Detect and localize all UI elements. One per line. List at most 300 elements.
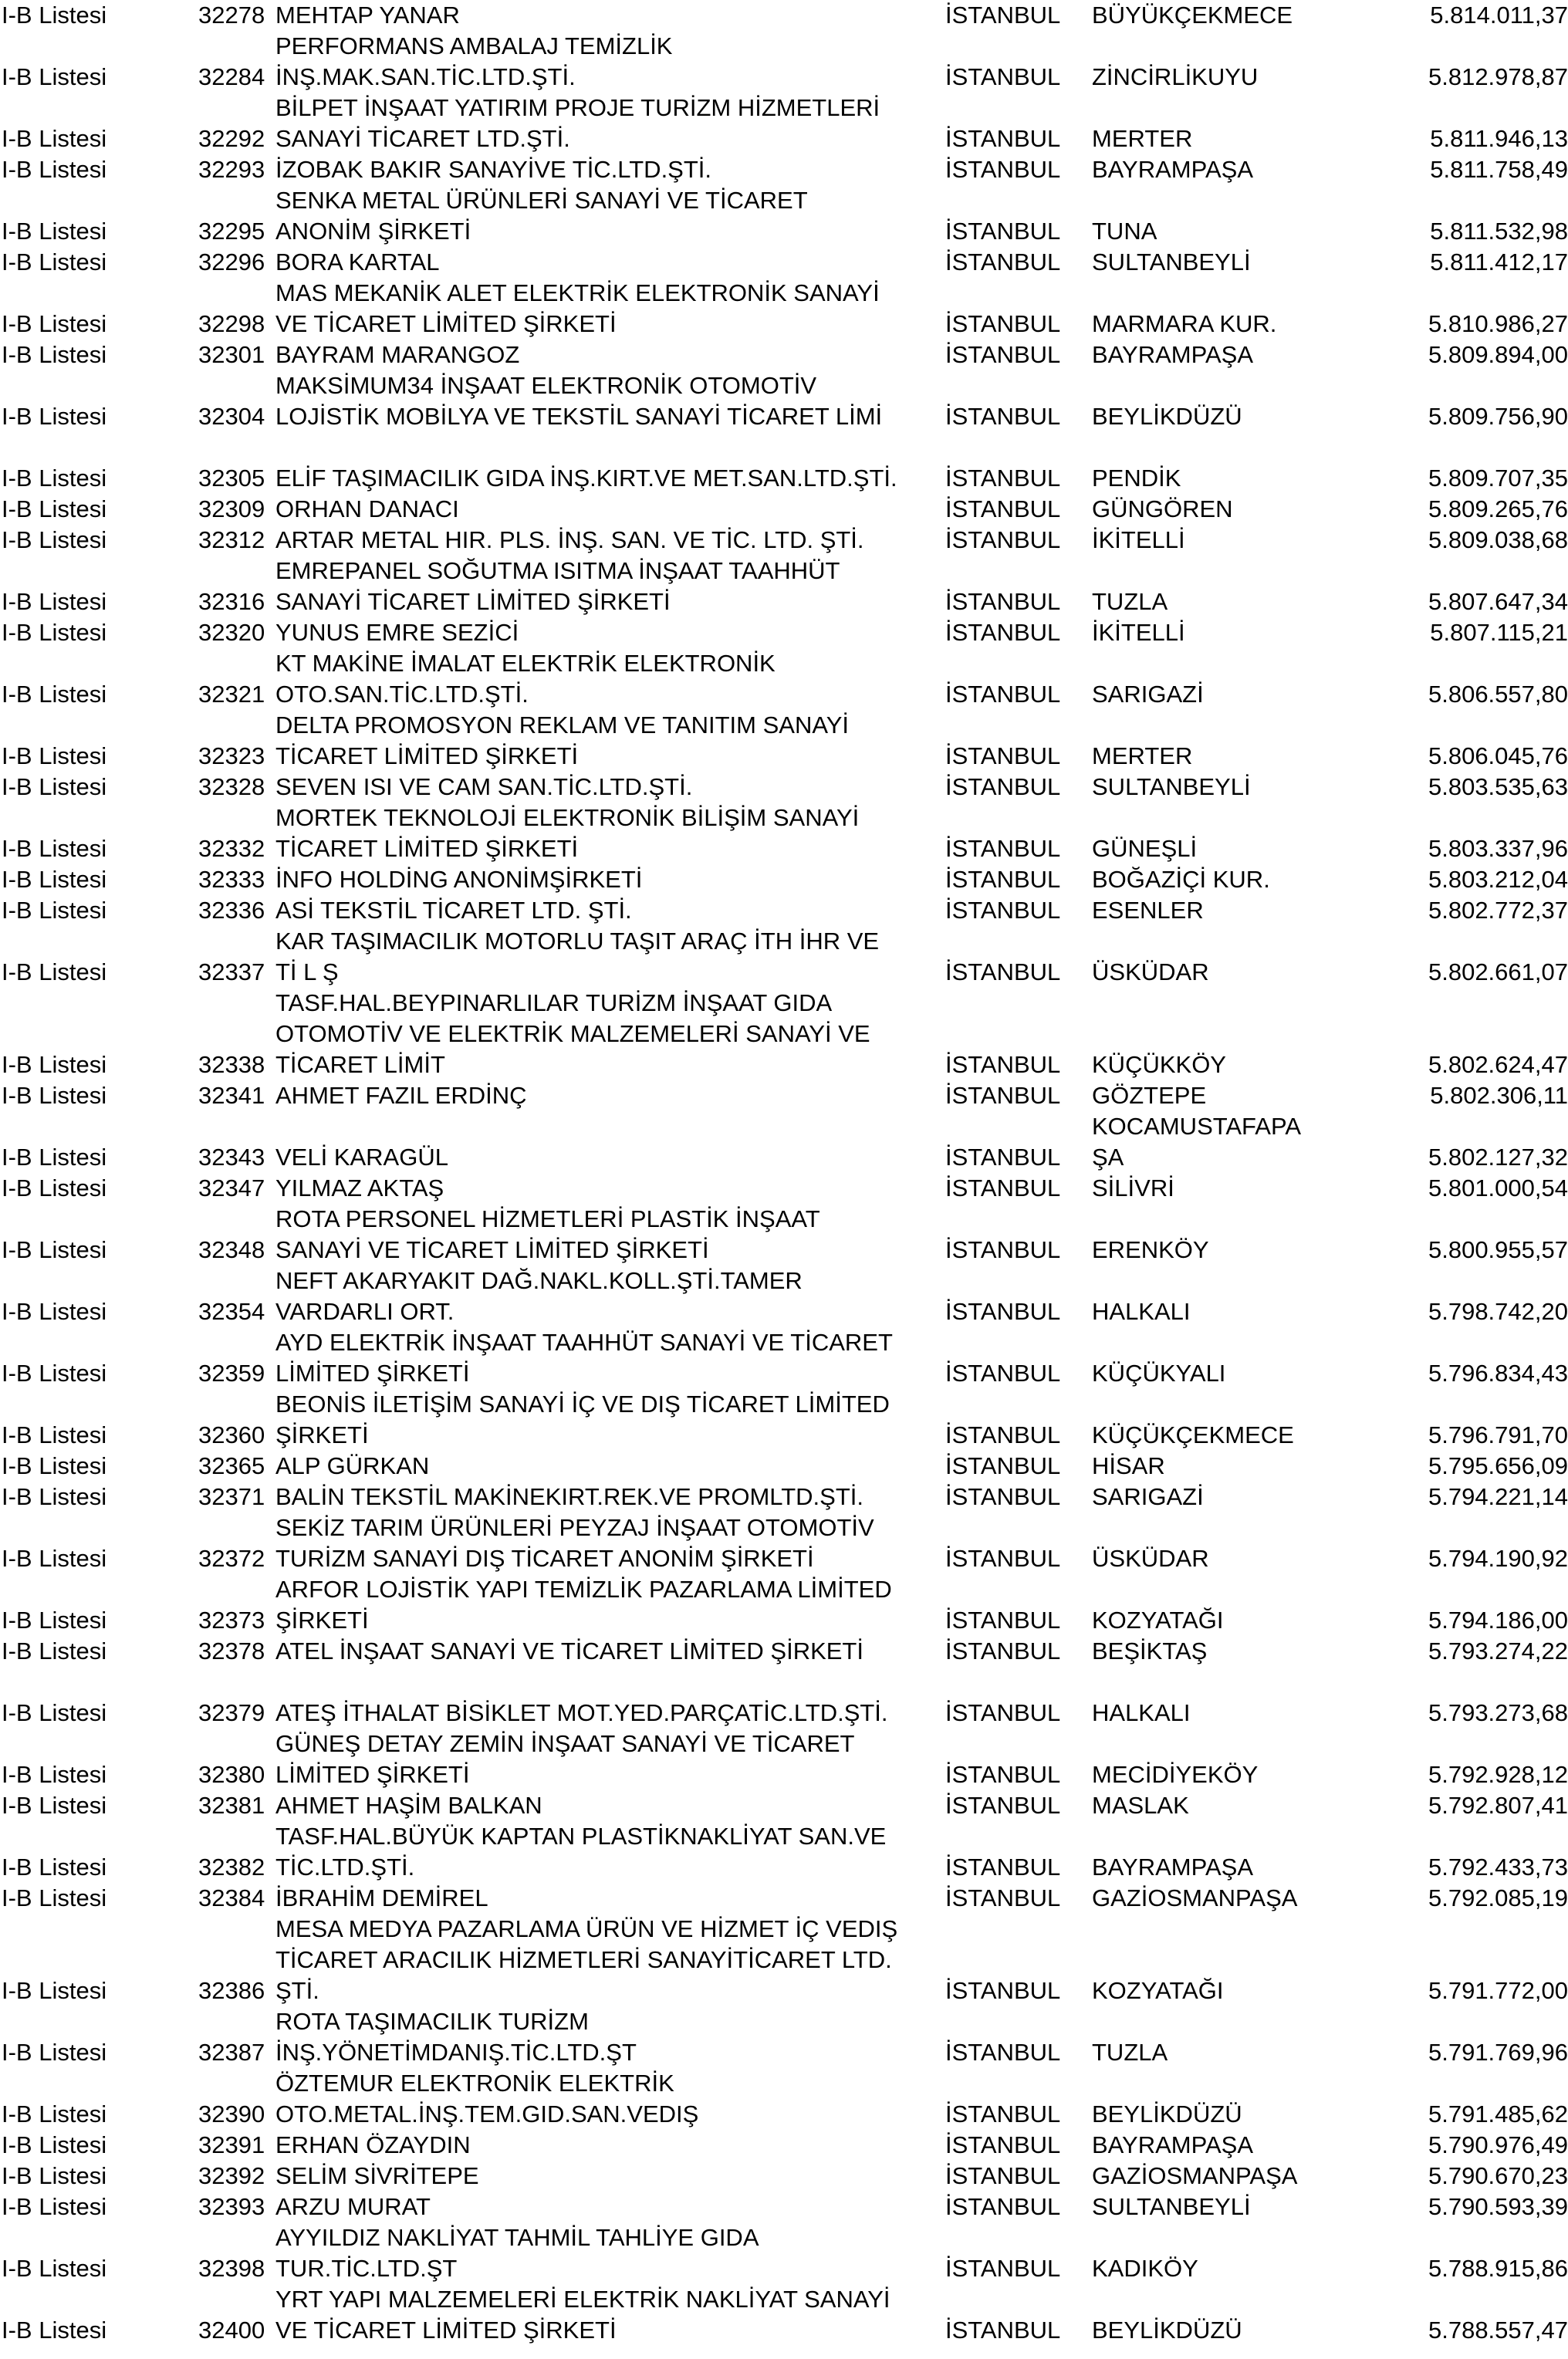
company-name-cell (275, 1574, 945, 1636)
amount-cell: 5.802.306,11 (1430, 1082, 1568, 1109)
city-cell: İSTANBUL (945, 2255, 1061, 2282)
company-name-line: YRT YAPI MALZEMELERİ ELEKTRİK NAKLİYAT SANAYİ (275, 2286, 890, 2313)
list-type-cell: I-B Listesi (2, 125, 107, 152)
amount-cell: 5.809.894,00 (1428, 341, 1568, 368)
company-name-line: YUNUS EMRE SEZİCİ (275, 619, 519, 646)
record-number-cell: 32384 (198, 1884, 265, 1911)
company-name-line: VE TİCARET LİMİTED ŞİRKETİ (275, 310, 617, 337)
company-name-line: AHMET FAZIL ERDİNÇ (275, 1082, 527, 1109)
district-line: ZİNCİRLİKUYU (1092, 63, 1259, 90)
company-name-line: TUR.TİC.LTD.ŞT (275, 2255, 458, 2282)
record-number-cell: 32379 (198, 1699, 265, 1726)
district-line: ÜSKÜDAR (1092, 1545, 1209, 1572)
district-cell (1092, 1482, 1424, 1512)
company-name-cell (275, 1266, 945, 1327)
record-number-cell: 32359 (198, 1360, 265, 1387)
table-row (0, 1821, 1568, 1883)
amount-cell: 5.791.769,96 (1428, 2039, 1568, 2066)
company-name-line: ALP GÜRKAN (275, 1452, 430, 1479)
table-row (0, 2161, 1568, 2192)
district-line: GAZİOSMANPAŞA (1092, 2162, 1298, 2189)
company-name-line: LİMİTED ŞİRKETİ (275, 1360, 470, 1387)
list-type-cell: I-B Listesi (2, 958, 107, 985)
district-line: SARIGAZİ (1092, 681, 1204, 708)
list-type-cell: I-B Listesi (2, 681, 107, 708)
amount-cell: 5.803.535,63 (1428, 773, 1568, 800)
amount-cell: 5.803.337,96 (1428, 835, 1568, 862)
list-type-cell: I-B Listesi (2, 742, 107, 769)
list-type-cell: I-B Listesi (2, 248, 107, 275)
table-row (0, 1080, 1568, 1111)
district-line: HİSAR (1092, 1452, 1165, 1479)
company-name-cell (275, 617, 945, 648)
city-cell: İSTANBUL (945, 1236, 1061, 1263)
record-number-cell: 32365 (198, 1452, 265, 1479)
record-number-cell: 32305 (198, 465, 265, 492)
city-cell: İSTANBUL (945, 1699, 1061, 1726)
district-line: SARIGAZİ (1092, 1483, 1204, 1510)
amount-cell: 5.793.274,22 (1428, 1637, 1568, 1664)
district-cell (1092, 864, 1424, 895)
list-type-cell: I-B Listesi (2, 1699, 107, 1726)
row-spacer (0, 1667, 1568, 1698)
city-cell: İSTANBUL (945, 2162, 1061, 2189)
district-cell (1092, 2192, 1424, 2222)
amount-cell: 5.800.955,57 (1428, 1236, 1568, 1263)
district-line: PENDİK (1092, 465, 1181, 492)
company-name-line: LİMİTED ŞİRKETİ (275, 1761, 470, 1788)
company-name-line: SEVEN ISI VE CAM SAN.TİC.LTD.ŞTİ. (275, 773, 693, 800)
district-line: BEYLİKDÜZÜ (1092, 403, 1242, 430)
amount-cell: 5.791.772,00 (1428, 1977, 1568, 2004)
district-cell (1092, 617, 1424, 648)
record-number-cell: 32387 (198, 2039, 265, 2066)
district-cell (1092, 154, 1424, 185)
table-row (0, 617, 1568, 648)
city-cell: İSTANBUL (945, 1607, 1061, 1634)
district-line: KOCAMUSTAFAPA (1092, 1113, 1302, 1140)
company-name-cell (275, 1204, 945, 1266)
record-number-cell: 32332 (198, 835, 265, 862)
district-cell (1092, 1543, 1424, 1574)
company-name-line: PERFORMANS AMBALAJ TEMİZLİK (275, 32, 673, 59)
list-type-cell: I-B Listesi (2, 403, 107, 430)
list-type-cell: I-B Listesi (2, 1236, 107, 1263)
list-type-cell: I-B Listesi (2, 1360, 107, 1387)
district-line: ERENKÖY (1092, 1236, 1209, 1263)
city-cell: İSTANBUL (945, 2100, 1061, 2127)
amount-cell: 5.801.000,54 (1428, 1174, 1568, 1201)
district-cell (1092, 1790, 1424, 1821)
district-cell (1092, 1883, 1424, 1914)
company-name-line: ARTAR METAL HIR. PLS. İNŞ. SAN. VE TİC. LTD. ŞTİ. (275, 526, 864, 553)
district-line: BAYRAMPAŞA (1092, 2131, 1254, 2158)
city-cell: İSTANBUL (945, 1483, 1061, 1510)
company-name-cell (275, 2068, 945, 2130)
table-row (0, 1512, 1568, 1574)
amount-cell: 5.802.772,37 (1428, 897, 1568, 924)
record-number-cell: 32381 (198, 1792, 265, 1819)
district-cell (1092, 1080, 1424, 1111)
company-name-line: ERHAN ÖZAYDIN (275, 2131, 471, 2158)
district-cell (1092, 1852, 1424, 1883)
table-row (0, 1204, 1568, 1266)
list-type-cell: I-B Listesi (2, 1298, 107, 1325)
city-cell: İSTANBUL (945, 403, 1061, 430)
list-type-cell: I-B Listesi (2, 1483, 107, 1510)
district-cell (1092, 1451, 1424, 1482)
district-line: KADIKÖY (1092, 2255, 1198, 2282)
district-line: KÜÇÜKKÖY (1092, 1051, 1226, 1078)
list-type-cell: I-B Listesi (2, 2131, 107, 2158)
record-number-cell: 32386 (198, 1977, 265, 2004)
district-line: MASLAK (1092, 1792, 1189, 1819)
table-row (0, 340, 1568, 370)
district-cell (1092, 401, 1424, 432)
list-type-cell: I-B Listesi (2, 1761, 107, 1788)
amount-cell: 5.790.593,39 (1428, 2193, 1568, 2220)
city-cell: İSTANBUL (945, 63, 1061, 90)
table-row (0, 1451, 1568, 1482)
record-number-cell: 32380 (198, 1761, 265, 1788)
district-cell (1092, 463, 1424, 494)
city-cell: İSTANBUL (945, 1421, 1061, 1448)
company-name-line: İBRAHİM DEMİREL (275, 1884, 488, 1911)
city-cell: İSTANBUL (945, 526, 1061, 553)
amount-cell: 5.802.624,47 (1428, 1051, 1568, 1078)
table-row (0, 2006, 1568, 2068)
city-cell: İSTANBUL (945, 1360, 1061, 1387)
district-cell (1092, 1759, 1424, 1790)
list-type-cell: I-B Listesi (2, 526, 107, 553)
district-line: GAZİOSMANPAŞA (1092, 1884, 1298, 1911)
record-number-cell: 32333 (198, 866, 265, 893)
company-name-cell (275, 525, 945, 556)
company-name-line: SENKA METAL ÜRÜNLERİ SANAYİ VE TİCARET (275, 187, 808, 214)
company-name-cell (275, 278, 945, 340)
district-line: KOZYATAĞI (1092, 1607, 1224, 1634)
district-line: HALKALI (1092, 1699, 1191, 1726)
city-cell: İSTANBUL (945, 1637, 1061, 1664)
company-name-line: TİCARET LİMİT (275, 1051, 445, 1078)
company-name-cell (275, 1512, 945, 1574)
record-number-cell: 32392 (198, 2162, 265, 2189)
table-row (0, 710, 1568, 772)
amount-cell: 5.788.915,86 (1428, 2255, 1568, 2282)
company-name-cell (275, 710, 945, 772)
amount-cell: 5.811.532,98 (1430, 218, 1568, 245)
city-cell: İSTANBUL (945, 1298, 1061, 1325)
record-number-cell: 32284 (198, 63, 265, 90)
district-line: ESENLER (1092, 897, 1204, 924)
record-number-cell: 32393 (198, 2193, 265, 2220)
record-number-cell: 32292 (198, 125, 265, 152)
company-name-line: ATEL İNŞAAT SANAYİ VE TİCARET LİMİTED ŞİRKETİ (275, 1637, 863, 1664)
company-name-cell (275, 1173, 945, 1204)
table-row (0, 1636, 1568, 1667)
record-number-cell: 32360 (198, 1421, 265, 1448)
record-number-cell: 32373 (198, 1607, 265, 1634)
company-name-cell (275, 31, 945, 93)
list-type-cell: I-B Listesi (2, 218, 107, 245)
table-row (0, 370, 1568, 432)
list-type-cell: I-B Listesi (2, 63, 107, 90)
list-type-cell: I-B Listesi (2, 1051, 107, 1078)
district-cell (1092, 1636, 1424, 1667)
amount-cell: 5.809.707,35 (1428, 465, 1568, 492)
list-type-cell: I-B Listesi (2, 2317, 107, 2344)
city-cell: İSTANBUL (945, 341, 1061, 368)
company-name-line: KAR TAŞIMACILIK MOTORLU TAŞIT ARAÇ İTH İHR VE (275, 928, 880, 955)
company-name-cell (275, 772, 945, 803)
record-number-cell: 32312 (198, 526, 265, 553)
district-line: TUNA (1092, 218, 1157, 245)
amount-cell: 5.811.758,49 (1430, 156, 1568, 183)
amount-cell: 5.806.557,80 (1428, 681, 1568, 708)
list-type-cell: I-B Listesi (2, 1452, 107, 1479)
table-row (0, 1790, 1568, 1821)
district-line: BAYRAMPAŞA (1092, 341, 1254, 368)
district-cell (1092, 2037, 1424, 2068)
table-row (0, 1729, 1568, 1790)
record-number-cell: 32348 (198, 1236, 265, 1263)
district-cell (1092, 1698, 1424, 1729)
list-type-cell: I-B Listesi (2, 1854, 107, 1881)
record-number-cell: 32298 (198, 310, 265, 337)
company-name-line: BORA KARTAL (275, 248, 440, 275)
company-name-line: ELİF TAŞIMACILIK GIDA İNŞ.KIRT.VE MET.SAN.LTD.ŞTİ. (275, 465, 897, 492)
amount-cell: 5.795.656,09 (1428, 1452, 1568, 1479)
district-line: BAYRAMPAŞA (1092, 156, 1254, 183)
district-line: BEYLİKDÜZÜ (1092, 2100, 1242, 2127)
record-number-cell: 32390 (198, 2100, 265, 2127)
company-name-line: DELTA PROMOSYON REKLAM VE TANITIM SANAYİ (275, 711, 850, 738)
record-number-cell: 32371 (198, 1483, 265, 1510)
district-line: TUZLA (1092, 588, 1168, 615)
district-line: MECİDİYEKÖY (1092, 1761, 1259, 1788)
district-line: MERTER (1092, 742, 1193, 769)
company-name-cell (275, 0, 945, 31)
company-name-line: BEONİS İLETİŞİM SANAYİ İÇ VE DIŞ TİCARET LİMİTED (275, 1391, 890, 1418)
amount-cell: 5.792.928,12 (1428, 1761, 1568, 1788)
company-name-line: OTO.METAL.İNŞ.TEM.GID.SAN.VEDIŞ (275, 2100, 699, 2127)
company-name-cell (275, 1451, 945, 1482)
city-cell: İSTANBUL (945, 1082, 1061, 1109)
district-line: İKİTELLİ (1092, 526, 1185, 553)
city-cell: İSTANBUL (945, 866, 1061, 893)
company-name-line: YILMAZ AKTAŞ (275, 1174, 444, 1201)
district-cell (1092, 62, 1424, 93)
table-row (0, 648, 1568, 710)
district-cell (1092, 123, 1424, 154)
district-line: BEYLİKDÜZÜ (1092, 2317, 1242, 2344)
company-name-cell (275, 494, 945, 525)
amount-cell: 5.794.221,14 (1428, 1483, 1568, 1510)
company-name-cell (275, 2130, 945, 2161)
table-row (0, 278, 1568, 340)
table-row (0, 247, 1568, 278)
company-name-cell (275, 154, 945, 185)
company-name-cell (275, 864, 945, 895)
company-name-line: ATEŞ İTHALAT BİSİKLET MOT.YED.PARÇATİC.LTD.ŞTİ. (275, 1699, 888, 1726)
list-type-cell: I-B Listesi (2, 2100, 107, 2127)
table-row (0, 1266, 1568, 1327)
record-number-cell: 32323 (198, 742, 265, 769)
list-type-cell: I-B Listesi (2, 1884, 107, 1911)
city-cell: İSTANBUL (945, 495, 1061, 522)
amount-cell: 5.809.265,76 (1428, 495, 1568, 522)
company-name-cell (275, 1142, 945, 1173)
record-number-cell: 32295 (198, 218, 265, 245)
company-name-cell (275, 1327, 945, 1389)
company-name-line: SANAYİ TİCARET LTD.ŞTİ. (275, 125, 570, 152)
record-number-cell: 32321 (198, 681, 265, 708)
city-cell: İSTANBUL (945, 2193, 1061, 2220)
city-cell: İSTANBUL (945, 218, 1061, 245)
company-name-line: MESA MEDYA PAZARLAMA ÜRÜN VE HİZMET İÇ VEDIŞ (275, 1915, 898, 1942)
company-name-cell (275, 648, 945, 710)
amount-cell: 5.810.986,27 (1428, 310, 1568, 337)
city-cell: İSTANBUL (945, 1977, 1061, 2004)
district-cell (1092, 1111, 1424, 1173)
record-number-cell: 32328 (198, 773, 265, 800)
company-name-line: TİC.LTD.ŞTİ. (275, 1854, 415, 1881)
company-name-line: MEHTAP YANAR (275, 2, 460, 29)
company-name-line: ARFOR LOJİSTİK YAPI TEMİZLİK PAZARLAMA LİMİTED (275, 1576, 892, 1603)
city-cell: İSTANBUL (945, 1051, 1061, 1078)
company-name-cell (275, 926, 945, 1019)
list-type-cell: I-B Listesi (2, 1082, 107, 1109)
table-row (0, 1914, 1568, 2006)
company-name-line: BİLPET İNŞAAT YATIRIM PROJE TURİZM HİZMETLERİ (275, 94, 880, 121)
amount-cell: 5.803.212,04 (1428, 866, 1568, 893)
district-cell (1092, 1420, 1424, 1451)
district-cell (1092, 1358, 1424, 1389)
amount-cell: 5.796.791,70 (1428, 1421, 1568, 1448)
record-number-cell: 32400 (198, 2317, 265, 2344)
list-type-cell: I-B Listesi (2, 2, 107, 29)
table-row (0, 2130, 1568, 2161)
amount-cell: 5.812.978,87 (1428, 63, 1568, 90)
record-number-cell: 32278 (198, 2, 265, 29)
company-name-cell (275, 370, 945, 432)
district-line: HALKALI (1092, 1298, 1191, 1325)
company-name-line: ŞİRKETİ (275, 1421, 369, 1448)
district-cell (1092, 2253, 1424, 2284)
company-name-line: AYYILDIZ NAKLİYAT TAHMİL TAHLİYE GIDA (275, 2224, 759, 2251)
table-row (0, 1173, 1568, 1204)
district-line: TUZLA (1092, 2039, 1168, 2066)
district-line: MARMARA KUR. (1092, 310, 1277, 337)
record-number-cell: 32378 (198, 1637, 265, 1664)
amount-cell: 5.793.273,68 (1428, 1699, 1568, 1726)
city-cell: İSTANBUL (945, 248, 1061, 275)
district-line: SİLİVRİ (1092, 1174, 1174, 1201)
city-cell: İSTANBUL (945, 2, 1061, 29)
district-line: İKİTELLİ (1092, 619, 1185, 646)
city-cell: İSTANBUL (945, 1792, 1061, 1819)
district-line: KÜÇÜKYALI (1092, 1360, 1226, 1387)
district-line: BEŞİKTAŞ (1092, 1637, 1208, 1664)
district-cell (1092, 1235, 1424, 1266)
company-name-line: OTO.SAN.TİC.LTD.ŞTİ. (275, 681, 529, 708)
district-line: MERTER (1092, 125, 1193, 152)
table-row (0, 1883, 1568, 1914)
amount-cell: 5.792.807,41 (1428, 1792, 1568, 1819)
company-name-line: İNFO HOLDİNG ANONİMŞİRKETİ (275, 866, 643, 893)
company-name-line: ROTA PERSONEL HİZMETLERİ PLASTİK İNŞAAT (275, 1205, 820, 1232)
company-name-cell (275, 803, 945, 864)
table-row (0, 772, 1568, 803)
list-type-cell: I-B Listesi (2, 495, 107, 522)
district-cell (1092, 2315, 1424, 2346)
company-name-line: ARZU MURAT (275, 2193, 431, 2220)
company-name-line: TASF.HAL.BEYPINARLILAR TURİZM İNŞAAT GIDA (275, 989, 833, 1016)
table-row (0, 1111, 1568, 1173)
district-line: GÜNEŞLİ (1092, 835, 1198, 862)
company-name-line: NEFT AKARYAKIT DAĞ.NAKL.KOLL.ŞTİ.TAMER (275, 1267, 803, 1294)
company-name-line: SANAYİ VE TİCARET LİMİTED ŞİRKETİ (275, 1236, 709, 1263)
company-name-line: İNŞ.YÖNETİMDANIŞ.TİC.LTD.ŞT (275, 2039, 637, 2066)
company-name-line: TASF.HAL.BÜYÜK KAPTAN PLASTİKNAKLİYAT SAN.VE (275, 1823, 887, 1850)
table-row (0, 864, 1568, 895)
list-type-cell: I-B Listesi (2, 897, 107, 924)
company-name-line: İZOBAK BAKIR SANAYİVE TİC.LTD.ŞTİ. (275, 156, 712, 183)
district-cell (1092, 2130, 1424, 2161)
company-name-line: TİCARET ARACILIK HİZMETLERİ SANAYİTİCARET LTD. (275, 1946, 892, 1973)
company-name-cell (275, 2192, 945, 2222)
city-cell: İSTANBUL (945, 1854, 1061, 1881)
list-type-cell: I-B Listesi (2, 866, 107, 893)
city-cell: İSTANBUL (945, 958, 1061, 985)
district-cell (1092, 1173, 1424, 1204)
company-name-cell (275, 556, 945, 617)
company-name-line: TİCARET LİMİTED ŞİRKETİ (275, 835, 579, 862)
city-cell: İSTANBUL (945, 1452, 1061, 1479)
company-name-line: SANAYİ TİCARET LİMİTED ŞİRKETİ (275, 588, 671, 615)
table-row (0, 2192, 1568, 2222)
list-type-cell: I-B Listesi (2, 2039, 107, 2066)
table-row (0, 2284, 1568, 2346)
city-cell: İSTANBUL (945, 1144, 1061, 1171)
company-name-line: ÖZTEMUR ELEKTRONİK ELEKTRİK (275, 2070, 674, 2097)
city-cell: İSTANBUL (945, 310, 1061, 337)
amount-cell: 5.798.742,20 (1428, 1298, 1568, 1325)
amount-cell: 5.807.647,34 (1428, 588, 1568, 615)
company-name-line: MAKSİMUM34 İNŞAAT ELEKTRONİK OTOMOTİV (275, 372, 817, 399)
city-cell: İSTANBUL (945, 1884, 1061, 1911)
district-line: ÜSKÜDAR (1092, 958, 1209, 985)
city-cell: İSTANBUL (945, 2317, 1061, 2344)
list-type-cell: I-B Listesi (2, 1174, 107, 1201)
company-name-line: VARDARLI ORT. (275, 1298, 455, 1325)
company-name-line: BALİN TEKSTİL MAKİNEKIRT.REK.VE PROMLTD.ŞTİ. (275, 1483, 863, 1510)
district-cell (1092, 1975, 1424, 2006)
district-cell (1092, 586, 1424, 617)
district-cell (1092, 1296, 1424, 1327)
company-name-line: ASİ TEKSTİL TİCARET LTD. ŞTİ. (275, 897, 632, 924)
record-number-cell: 32343 (198, 1144, 265, 1171)
company-name-line: MORTEK TEKNOLOJİ ELEKTRONİK BİLİŞİM SANAYİ (275, 804, 860, 831)
company-name-cell (275, 1389, 945, 1451)
city-cell: İSTANBUL (945, 1174, 1061, 1201)
district-cell (1092, 833, 1424, 864)
amount-cell: 5.790.976,49 (1428, 2131, 1568, 2158)
company-name-cell (275, 2284, 945, 2346)
company-name-line: AHMET HAŞİM BALKAN (275, 1792, 542, 1819)
record-number-cell: 32341 (198, 1082, 265, 1109)
amount-cell: 5.792.433,73 (1428, 1854, 1568, 1881)
